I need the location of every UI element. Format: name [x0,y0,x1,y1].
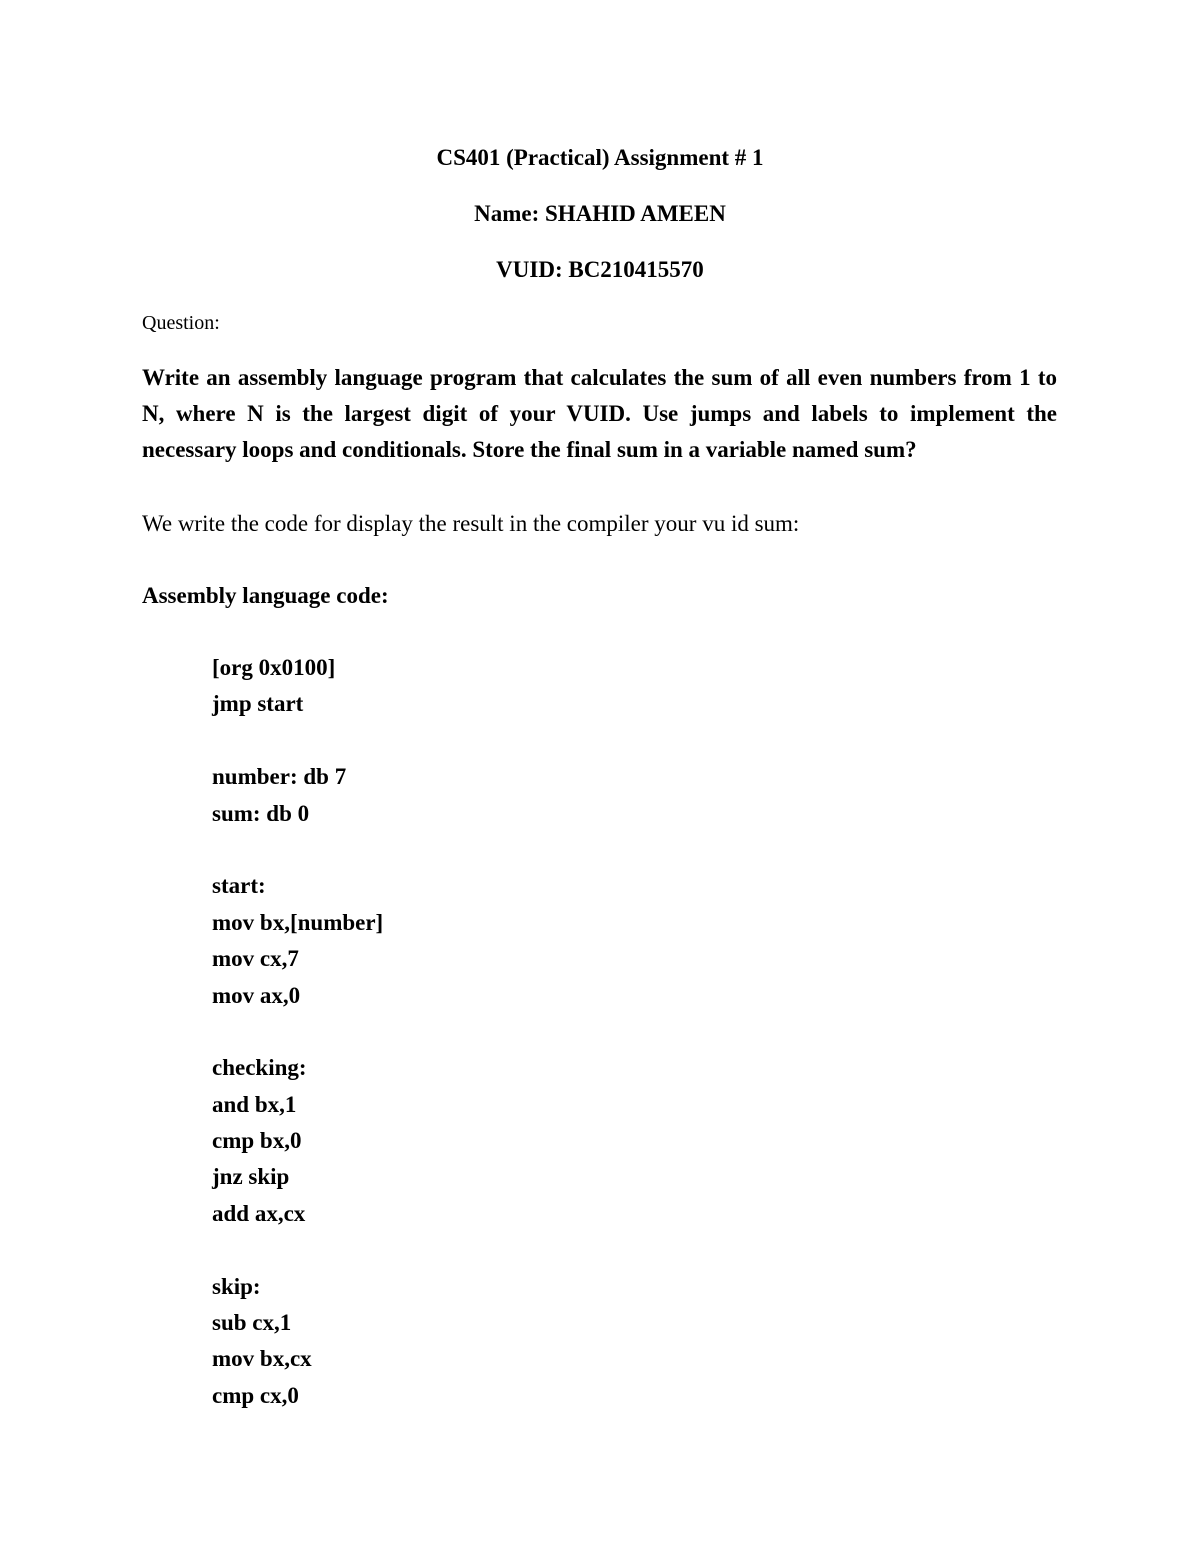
code-line: sum: db 0 [212,800,310,826]
question-text: Write an assembly language program that calculates the sum of all even numbers from 1 to N, where N is the largest digit of your VUID. Use jumps and labels to implement the necessary loops and conditionals. Store the final sum in a variable named sum? [142,365,1057,462]
code-line [212,1014,383,1050]
code-line [212,832,383,868]
code-block [212,650,383,1414]
code-line: mov cx,7 [212,946,299,972]
document-title: CS401 (Practical) Assignment # 1 [436,145,764,170]
student-vuid: VUID: BC210415570 [496,257,704,282]
code-line: jmp start [212,691,304,717]
code-line: [org 0x0100] [212,655,336,680]
code-line [212,723,383,759]
code-line: mov ax,0 [212,982,301,1008]
code-line: and bx,1 [212,1091,297,1117]
code-line: mov bx,[number] [212,909,384,935]
code-line [212,1232,383,1268]
code-line: cmp bx,0 [212,1128,302,1154]
code-line: jnz skip [212,1164,290,1190]
code-line: sub cx,1 [212,1310,292,1336]
code-heading: Assembly language code: [142,583,389,608]
code-line: start: [212,873,266,899]
question-label: Question: [142,312,220,334]
note-text: We write the code for display the result in the compiler your vu id sum: [142,511,800,536]
code-line: add ax,cx [212,1200,306,1226]
code-line: cmp cx,0 [212,1382,299,1408]
student-name: Name: SHAHID AMEEN [474,201,726,226]
code-line: mov bx,cx [212,1346,312,1372]
code-line: checking: [212,1055,307,1081]
code-line: skip: [212,1273,261,1299]
code-line: number: db 7 [212,764,347,790]
